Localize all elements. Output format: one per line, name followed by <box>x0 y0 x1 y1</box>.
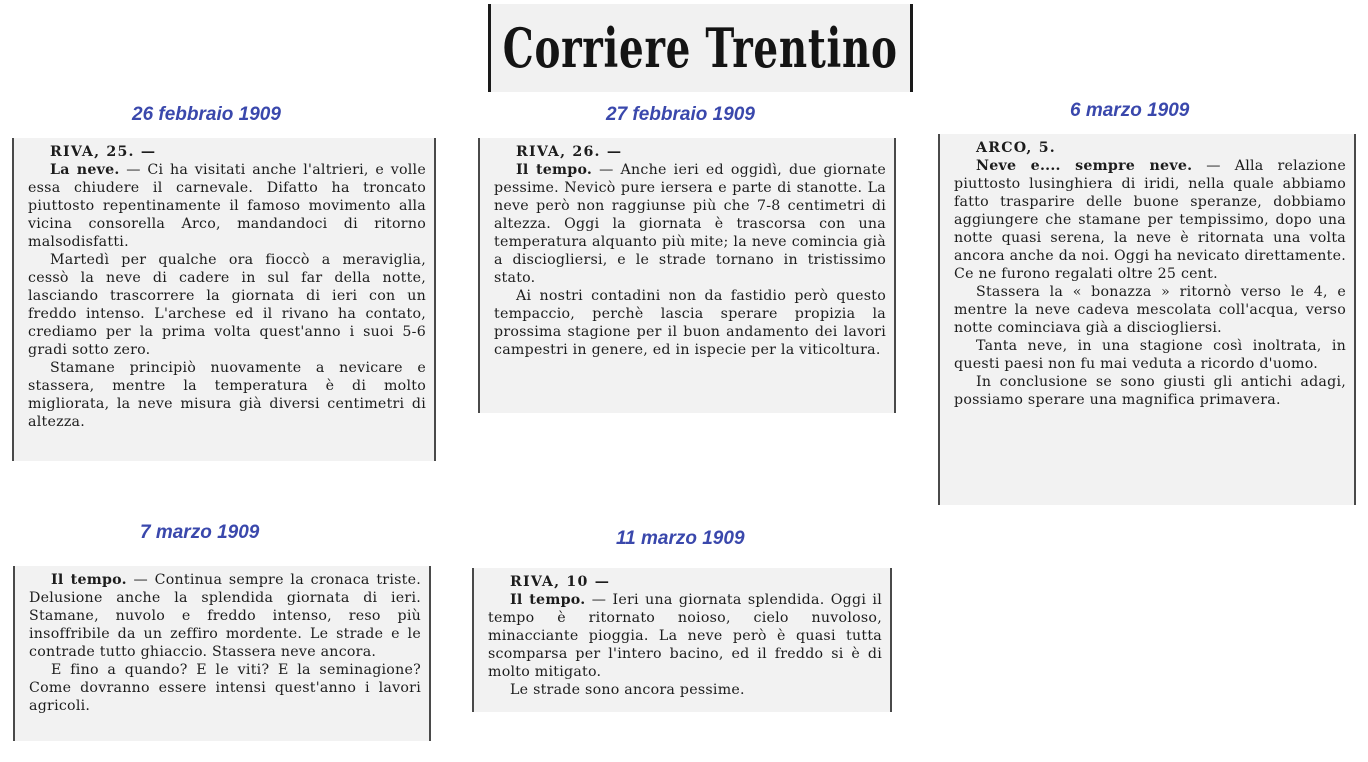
newspaper-clipping <box>12 138 436 461</box>
paragraph-text: — Continua sempre la cronaca triste. Delusione anche la splendida giornata di ieri. Stamane, nuvolo e freddo intenso, reso più insoffribile da un zeffiro mordente. Le strade e le contrade tutto ghiaccio. Stassera neve ancora. <box>29 572 421 660</box>
paragraph-text: In conclusione se sono giusti gli antichi adagi, possiamo sperare una magnifica primavera. <box>954 374 1346 408</box>
paragraph-text: Ai nostri contadini non da fastidio però questo tempaccio, perchè lascia sperare propizia la prossima stagione per il buon andamento dei lavori campestri in genere, ed in ispecie per la viticoltura. <box>494 288 886 358</box>
clipping-paragraph <box>488 591 882 681</box>
clipping-heading: RIVA, 25. — <box>50 144 157 160</box>
clipping-paragraph <box>494 161 886 287</box>
clipping-paragraph <box>29 571 421 661</box>
clipping-paragraph <box>954 373 1346 409</box>
clipping-paragraph <box>28 251 426 359</box>
newspaper-clipping <box>938 134 1356 505</box>
clipping-paragraph <box>494 287 886 359</box>
clipping-paragraph <box>954 157 1346 283</box>
paragraph-keyword: Il tempo. <box>510 592 586 608</box>
paragraph-text: Stassera la « bonazza » ritornò verso le 4, e mentre la neve cadeva mescolata coll'acqua, verso notte cominciava già a disciogliersi. <box>954 284 1346 336</box>
paragraph-text: — Anche ieri ed oggidì, due giornate pessime. Nevicò pure iersera e parte di stanotte. La neve però non raggiunse più che 7-8 centimetri di altezza. Oggi la giornata è trascorsa con una temperatura alquanto più mite; la neve comincia già a disciogliersi, e le strade tornano in tristissimo stato. <box>494 162 886 286</box>
clipping-paragraph <box>488 681 882 699</box>
paragraph-text: Tanta neve, in una stagione così inoltrata, in questi paesi non fu mai veduta a ricordo d'uomo. <box>954 338 1346 372</box>
newspaper-clipping <box>13 566 431 741</box>
newspaper-clipping <box>472 568 892 712</box>
clipping-paragraph <box>28 359 426 431</box>
paragraph-keyword: La neve. <box>50 162 120 178</box>
clipping-paragraph <box>28 161 426 251</box>
clipping-date: 11 marzo 1909 <box>616 528 745 549</box>
clipping-date: 27 febbraio 1909 <box>606 104 755 125</box>
paragraph-text: — Ci ha visitati anche l'altrieri, e volle essa chiudere il carnevale. Difatto ha troncato piuttosto repentinamente il famoso movimento alla vicina consorella Arco, mandandoci di ritorno malsodisfatti. <box>28 162 426 250</box>
paragraph-text: — Alla relazione piuttosto lusinghiera di iridi, nella quale abbiamo fatto trasparire delle buone speranze, dobbiamo aggiungere che stamane per tempissimo, dopo una notte quasi serena, la neve è ritornata una volta ancora anche da noi. Oggi ha nevicato direttamente. Ce ne furono regalati oltre 25 cent. <box>954 158 1346 282</box>
paragraph-text: Martedì per qualche ora fioccò a meraviglia, cessò la neve di cadere in sul far della notte, lasciando trascorrere la giornata di ieri con un freddo intenso. L'archese ed il rivano ha contato, crediamo per la prima volta quest'anno i suoi 5-6 gradi sotto zero. <box>28 252 426 358</box>
paragraph-text: E fino a quando? E le viti? E la seminagione? Come dovranno essere intensi quest'anno i lavori agricoli. <box>29 662 421 714</box>
clipping-heading: RIVA, 10 — <box>510 574 611 590</box>
clipping-date: 6 marzo 1909 <box>1070 100 1190 121</box>
paragraph-keyword: Neve e.... sempre neve. <box>976 158 1193 174</box>
clipping-paragraph <box>29 661 421 715</box>
paragraph-text: — Ieri una giornata splendida. Oggi il tempo è ritornato noioso, cielo nuvoloso, minacciante pioggia. La neve però è quasi tutta scomparsa per l'intero bacino, ed il freddo si è di molto mitigato. <box>488 592 882 680</box>
newspaper-clipping <box>478 138 896 413</box>
clipping-paragraph <box>954 283 1346 337</box>
clipping-date: 7 marzo 1909 <box>140 522 260 543</box>
clipping-paragraph <box>954 337 1346 373</box>
paragraph-keyword: Il tempo. <box>51 572 127 588</box>
paragraph-text: Le strade sono ancora pessime. <box>510 682 745 698</box>
clipping-heading: ARCO, 5. <box>976 140 1056 156</box>
clipping-date: 26 febbraio 1909 <box>132 104 281 125</box>
clipping-heading: RIVA, 26. — <box>516 144 623 160</box>
paragraph-keyword: Il tempo. <box>516 162 593 178</box>
newspaper-masthead <box>488 4 913 92</box>
paragraph-text: Stamane principiò nuovamente a nevicare e stassera, mentre la temperatura è di molto migliorata, la neve misura già diversi centimetri di altezza. <box>28 360 426 430</box>
masthead-title: Corriere Trentino <box>503 16 898 80</box>
